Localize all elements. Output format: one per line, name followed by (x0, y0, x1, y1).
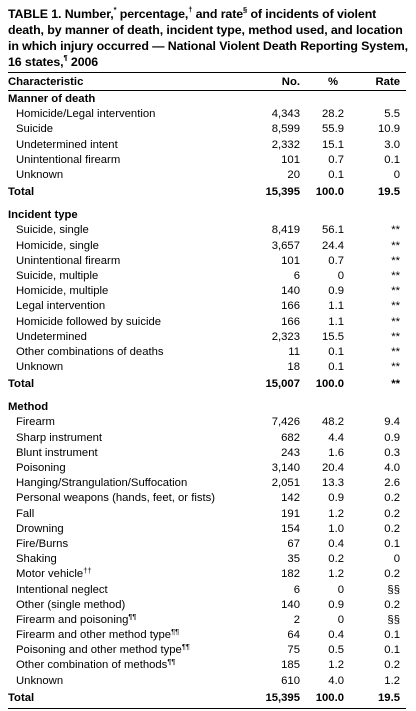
title-footnote-mark: ¶ (63, 52, 68, 62)
cell-rate: ** (391, 315, 400, 328)
cell-number: 3,140 (271, 462, 300, 475)
cell-number: 101 (281, 153, 300, 166)
total-number: 15,007 (265, 378, 300, 391)
cell-percent: 0 (337, 269, 344, 282)
row-label (8, 613, 244, 628)
cell-rate: 0.1 (384, 153, 400, 166)
row-label-text: Legal intervention (16, 300, 106, 313)
table-row (8, 299, 406, 314)
cell-number: 185 (281, 659, 300, 672)
cell-percent: 1.2 (328, 659, 344, 672)
row-label (8, 168, 244, 183)
row-label-text: Suicide (16, 123, 54, 136)
row-label (8, 507, 244, 522)
cell-percent: 1.1 (328, 315, 344, 328)
row-label (8, 491, 244, 506)
total-row (8, 375, 406, 394)
cell-rate: 0.2 (384, 598, 400, 611)
cell-number: 2 (293, 613, 300, 626)
table-row (8, 613, 406, 628)
table-row (8, 254, 406, 269)
cell-rate: 0.2 (384, 659, 400, 672)
cell-number: 191 (281, 507, 300, 520)
title-footnote-mark: † (188, 4, 193, 14)
row-label-text: Homicide followed by suicide (16, 315, 162, 328)
total-rate: 19.5 (352, 689, 406, 709)
row-label (8, 628, 244, 643)
cell-number: 11 (288, 345, 300, 358)
cell-number: 101 (281, 254, 300, 267)
row-label-text: Unintentional firearm (16, 254, 121, 267)
row-label (8, 138, 244, 153)
total-row (8, 183, 406, 202)
table-row (8, 153, 406, 168)
table-row (8, 223, 406, 238)
cell-percent: 0.2 (328, 553, 344, 566)
table-row (8, 431, 406, 446)
table-row (8, 330, 406, 345)
row-label-text: Unknown (16, 674, 64, 687)
row-label (8, 284, 244, 299)
cell-rate: 0.2 (384, 522, 400, 535)
cell-percent: 0.9 (328, 598, 344, 611)
total-number: 15,395 (265, 186, 300, 199)
row-label (8, 658, 244, 673)
cell-number: 8,419 (271, 224, 300, 237)
table-row (8, 658, 406, 673)
cell-percent: 0 (337, 583, 344, 596)
cell-rate: 0.9 (384, 431, 400, 444)
table-body (8, 91, 406, 709)
row-label-text: Other combination of methods (16, 659, 168, 672)
title-text: percentage, (116, 7, 189, 21)
cell-percent: 13.3 (322, 477, 344, 490)
title-text: and rate (192, 7, 244, 21)
row-label (8, 461, 244, 476)
cell-rate: 5.5 (384, 108, 400, 121)
column-header-characteristic: Characteristic (8, 73, 244, 91)
cell-number: 75 (287, 644, 300, 657)
row-label (8, 567, 244, 582)
row-label-text: Suicide, multiple (16, 269, 99, 282)
cell-percent: 1.6 (328, 446, 344, 459)
section-heading-row (8, 399, 406, 415)
row-label (8, 254, 244, 269)
cell-number: 35 (287, 553, 300, 566)
cell-percent: 0.4 (328, 629, 344, 642)
row-label-text: Undetermined (16, 330, 87, 343)
cell-number: 682 (281, 431, 300, 444)
cell-rate: §§ (387, 583, 400, 596)
cell-number: 6 (293, 583, 300, 596)
footnote-mark: ¶¶ (167, 657, 176, 667)
row-label (8, 522, 244, 537)
cell-percent: 0 (337, 613, 344, 626)
section-heading: Manner of death (8, 93, 96, 106)
cell-percent: 56.1 (322, 224, 344, 237)
total-row (8, 689, 406, 709)
table-row (8, 522, 406, 537)
row-label-text: Other (single method) (16, 598, 126, 611)
row-label-text: Undetermined intent (16, 138, 118, 151)
row-label (8, 446, 244, 461)
table-row (8, 138, 406, 153)
row-label-text: Unknown (16, 169, 64, 182)
row-label (8, 476, 244, 491)
table-row (8, 643, 406, 658)
column-header-percent: % (300, 73, 352, 91)
cell-percent: 24.4 (322, 239, 344, 252)
cell-rate: ** (391, 224, 400, 237)
cell-rate: 10.9 (378, 123, 400, 136)
table-row (8, 552, 406, 567)
row-label-text: Unintentional firearm (16, 153, 121, 166)
cell-number: 140 (281, 598, 300, 611)
cell-percent: 15.1 (322, 138, 344, 151)
cell-number: 6 (293, 269, 300, 282)
row-label (8, 314, 244, 329)
cell-percent: 0.7 (328, 254, 344, 267)
total-percent: 100.0 (315, 186, 344, 199)
cell-rate: 3.0 (384, 138, 400, 151)
row-label (8, 360, 244, 375)
cell-percent: 0.1 (328, 345, 344, 358)
table-title (8, 6, 408, 70)
title-text: of incidents of violent death, by manner of death, incident type, method used, and location in which injury occurred — National Violent Death Reporting System, 16 states, (8, 7, 408, 69)
header-row (8, 73, 406, 91)
cell-percent: 1.2 (328, 507, 344, 520)
cell-rate: 1.2 (384, 674, 400, 687)
row-label (8, 598, 244, 613)
cell-rate: 0 (393, 169, 400, 182)
cell-percent: 20.4 (322, 462, 344, 475)
row-label-text: Motor vehicle (16, 568, 84, 581)
title-footnote-mark: § (243, 4, 248, 14)
cell-rate: 0.2 (384, 492, 400, 505)
table-row (8, 446, 406, 461)
table-row (8, 507, 406, 522)
cell-rate: ** (391, 269, 400, 282)
row-label (8, 582, 244, 597)
cell-number: 182 (281, 568, 300, 581)
row-label-text: Firearm and other method type (16, 629, 172, 642)
title-text: TABLE 1. Number, (8, 7, 114, 21)
section-heading-row (8, 207, 406, 223)
row-label (8, 330, 244, 345)
row-label-text: Intentional neglect (16, 583, 108, 596)
table-row (8, 168, 406, 183)
row-label (8, 431, 244, 446)
data-table (8, 72, 406, 709)
row-label (8, 345, 244, 360)
table-row (8, 239, 406, 254)
table-row (8, 476, 406, 491)
row-label-text: Firearm and poisoning (16, 613, 129, 626)
cell-percent: 1.1 (328, 300, 344, 313)
row-label (8, 674, 244, 689)
row-label (8, 552, 244, 567)
row-label-text: Homicide, single (16, 239, 99, 252)
table-row (8, 461, 406, 476)
cell-number: 142 (281, 492, 300, 505)
row-label-text: Homicide, multiple (16, 285, 109, 298)
cell-rate: 0.1 (384, 629, 400, 642)
total-label: Total (8, 689, 244, 709)
row-label (8, 122, 244, 137)
row-label (8, 269, 244, 284)
table-row (8, 537, 406, 552)
cell-percent: 0.9 (328, 285, 344, 298)
table-row (8, 674, 406, 689)
table-row (8, 284, 406, 299)
cell-number: 8,599 (271, 123, 300, 136)
cell-rate: ** (391, 361, 400, 374)
table-row (8, 598, 406, 613)
cell-number: 18 (287, 361, 300, 374)
table-row (8, 269, 406, 284)
cell-number: 154 (281, 522, 300, 535)
row-label-text: Fall (16, 507, 35, 520)
cell-rate: ** (391, 254, 400, 267)
section-heading: Incident type (8, 209, 78, 222)
row-label-text: Suicide, single (16, 224, 89, 237)
row-label-text: Unknown (16, 361, 64, 374)
cell-number: 166 (281, 300, 300, 313)
row-label-text: Sharp instrument (16, 431, 103, 444)
table-row (8, 345, 406, 360)
cell-rate: 0.1 (384, 537, 400, 550)
cell-percent: 0.5 (328, 644, 344, 657)
cell-percent: 48.2 (322, 416, 344, 429)
cell-percent: 0.9 (328, 492, 344, 505)
table-row (8, 628, 406, 643)
cell-number: 67 (287, 537, 300, 550)
row-label-text: Fire/Burns (16, 537, 69, 550)
table-row (8, 107, 406, 122)
row-label-text: Blunt instrument (16, 446, 98, 459)
cell-rate: 9.4 (384, 416, 400, 429)
row-label (8, 299, 244, 314)
title-text: 2006 (67, 55, 99, 69)
total-percent: 100.0 (315, 378, 344, 391)
footnote-mark: ¶¶ (128, 611, 137, 621)
cell-rate: 0.2 (384, 568, 400, 581)
cell-rate: ** (391, 239, 400, 252)
cell-number: 2,323 (271, 330, 300, 343)
row-label (8, 415, 244, 430)
cell-percent: 0.4 (328, 537, 344, 550)
table-row (8, 415, 406, 430)
cell-rate: 2.6 (384, 477, 400, 490)
cell-rate: 0 (393, 553, 400, 566)
column-header-rate: Rate (352, 73, 406, 91)
cell-percent: 55.9 (322, 123, 344, 136)
total-percent: 100.0 (300, 689, 352, 709)
row-label-text: Homicide/Legal intervention (16, 108, 156, 121)
row-label-text: Drowning (16, 522, 64, 535)
cell-percent: 28.2 (322, 108, 344, 121)
footnote-mark: ¶¶ (181, 642, 190, 652)
cell-number: 140 (281, 285, 300, 298)
total-rate: 19.5 (378, 186, 400, 199)
row-label-text: Shaking (16, 553, 57, 566)
cell-rate: 0.3 (384, 446, 400, 459)
cell-percent: 0.1 (328, 169, 344, 182)
total-rate: ** (391, 378, 400, 391)
title-footnote-mark: * (113, 4, 117, 14)
cell-percent: 4.0 (328, 674, 344, 687)
row-label (8, 643, 244, 658)
cell-number: 2,332 (271, 138, 300, 151)
column-header-number: No. (244, 73, 300, 91)
cell-percent: 4.4 (328, 431, 344, 444)
table-row (8, 582, 406, 597)
table-header (8, 73, 406, 91)
row-label-text: Poisoning (16, 462, 66, 475)
row-label-text: Poisoning and other method type (16, 644, 182, 657)
section-heading-row (8, 91, 406, 108)
cell-percent: 1.2 (328, 568, 344, 581)
cell-rate: 4.0 (384, 462, 400, 475)
row-label (8, 107, 244, 122)
row-label (8, 153, 244, 168)
total-number: 15,395 (244, 689, 300, 709)
cell-number: 64 (287, 629, 300, 642)
cell-number: 166 (281, 315, 300, 328)
table-row (8, 567, 406, 582)
cell-number: 3,657 (271, 239, 300, 252)
cell-rate: ** (391, 345, 400, 358)
table-row (8, 491, 406, 506)
table-row (8, 314, 406, 329)
cell-number: 7,426 (271, 416, 300, 429)
cell-number: 2,051 (271, 477, 300, 490)
cell-number: 610 (281, 674, 300, 687)
cell-rate: ** (391, 285, 400, 298)
cell-rate: 0.2 (384, 507, 400, 520)
cell-percent: 0.1 (328, 361, 344, 374)
total-label: Total (8, 378, 35, 391)
cell-number: 243 (281, 446, 300, 459)
cell-rate: ** (391, 300, 400, 313)
cell-percent: 1.0 (328, 522, 344, 535)
cell-number: 4,343 (271, 108, 300, 121)
cell-percent: 15.5 (322, 330, 344, 343)
cell-rate: §§ (387, 613, 400, 626)
total-label: Total (8, 186, 35, 199)
row-label-text: Hanging/Strangulation/Suffocation (16, 477, 188, 490)
row-label (8, 223, 244, 238)
cell-percent: 0.7 (328, 153, 344, 166)
footnote-mark: ¶¶ (171, 627, 180, 637)
row-label-text: Other combinations of deaths (16, 345, 164, 358)
row-label (8, 537, 244, 552)
row-label-text: Personal weapons (hands, feet, or fists) (16, 492, 216, 505)
cell-number: 20 (287, 169, 300, 182)
table-row (8, 360, 406, 375)
cell-rate: ** (391, 330, 400, 343)
row-label (8, 239, 244, 254)
row-label-text: Firearm (16, 416, 55, 429)
table-row (8, 122, 406, 137)
footnote-mark: †† (83, 566, 92, 576)
cell-rate: 0.1 (384, 644, 400, 657)
section-heading: Method (8, 401, 49, 414)
